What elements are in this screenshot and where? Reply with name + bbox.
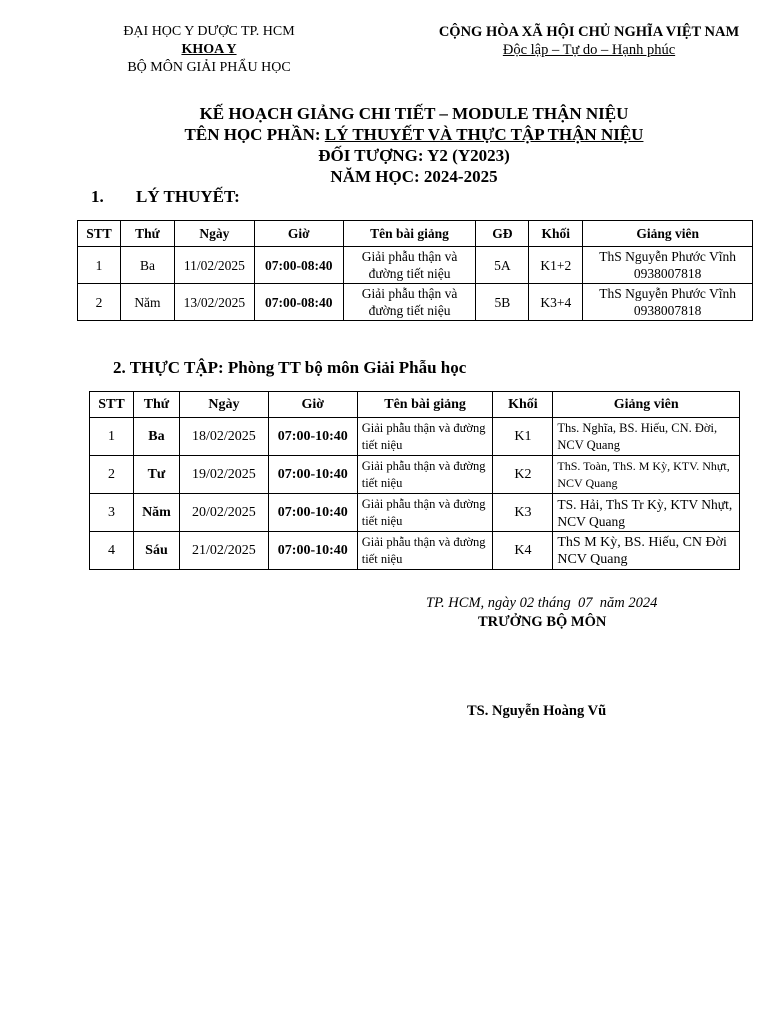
table-row	[90, 418, 740, 456]
cell-ngay: 19/02/2025	[179, 456, 268, 494]
target-audience: ĐỐI TƯỢNG: Y2 (Y2023)	[318, 146, 510, 165]
table-header-row	[78, 221, 753, 247]
plan-title: KẾ HOẠCH GIẢNG CHI TIẾT – MODULE THẬN NIỆU	[199, 104, 629, 123]
university-name: ĐẠI HỌC Y DƯỢC TP. HCM	[123, 24, 295, 39]
cell-ten: Giải phẫu thận và đường tiết niệu	[357, 494, 493, 532]
cell-gio: 07:00-10:40	[268, 532, 357, 570]
institution-block	[100, 23, 318, 77]
department-name: BỘ MÔN GIẢI PHẨU HỌC	[127, 60, 291, 75]
col-header: Giảng viên	[583, 221, 753, 247]
cell-stt: 3	[90, 494, 134, 532]
col-header: Giờ	[254, 221, 343, 247]
cell-stt: 1	[90, 418, 134, 456]
col-header: Tên bài giảng	[343, 221, 476, 247]
theory-schedule-table	[77, 220, 753, 321]
cell-gio: 07:00-10:40	[268, 494, 357, 532]
cell-thu: Sáu	[133, 532, 179, 570]
practice-schedule-table	[89, 391, 740, 570]
cell-ten: Giải phẫu thận và đường tiết niệu	[343, 284, 476, 321]
col-header: GĐ	[476, 221, 529, 247]
table-row	[78, 247, 753, 284]
col-header: Ngày	[174, 221, 254, 247]
cell-thu: Năm	[120, 284, 174, 321]
cell-ngay: 20/02/2025	[179, 494, 268, 532]
cell-stt: 2	[78, 284, 121, 321]
section1-number: 1.	[91, 187, 104, 206]
col-header: Thứ	[120, 221, 174, 247]
cell-gv: ThS Nguyễn Phước Vĩnh 0938007818	[583, 284, 753, 321]
col-header: Khối	[493, 392, 553, 418]
cell-gv: TS. Hải, ThS Tr Kỳ, KTV Nhựt, NCV Quang	[553, 494, 740, 532]
cell-ngay: 13/02/2025	[174, 284, 254, 321]
cell-stt: 2	[90, 456, 134, 494]
cell-khoi: K3+4	[529, 284, 583, 321]
cell-thu: Tư	[133, 456, 179, 494]
cell-gd: 5A	[476, 247, 529, 284]
course-title-prefix: TÊN HỌC PHẦN:	[184, 125, 325, 144]
cell-gio: 07:00-08:40	[254, 284, 343, 321]
cell-gio: 07:00-08:40	[254, 247, 343, 284]
cell-khoi: K2	[493, 456, 553, 494]
cell-thu: Ba	[120, 247, 174, 284]
section2-heading: 2. THỰC TẬP: Phòng TT bộ môn Giải Phẫu học	[113, 358, 467, 377]
cell-ten: Giải phẫu thận và đường tiết niệu	[357, 456, 493, 494]
cell-gv: ThS Nguyễn Phước Vĩnh 0938007818	[583, 247, 753, 284]
cell-ngay: 11/02/2025	[174, 247, 254, 284]
course-title	[0, 125, 768, 145]
cell-khoi: K1+2	[529, 247, 583, 284]
cell-gd: 5B	[476, 284, 529, 321]
col-header: Thứ	[133, 392, 179, 418]
col-header: Giờ	[268, 392, 357, 418]
table-row	[90, 456, 740, 494]
table-row	[90, 494, 740, 532]
col-header: Tên bài giảng	[357, 392, 493, 418]
col-header: STT	[90, 392, 134, 418]
cell-gio: 07:00-10:40	[268, 418, 357, 456]
table-row	[78, 284, 753, 321]
cell-thu: Năm	[133, 494, 179, 532]
cell-ten: Giải phẫu thận và đường tiết niệu	[357, 418, 493, 456]
col-header: Khối	[529, 221, 583, 247]
place-date: TP. HCM, ngày 02 tháng 07 năm 2024	[426, 595, 658, 611]
cell-thu: Ba	[133, 418, 179, 456]
faculty-name: KHOA Y	[181, 42, 237, 57]
cell-ten: Giải phẫu thận và đường tiết niệu	[343, 247, 476, 284]
signer-name: TS. Nguyễn Hoàng Vũ	[467, 703, 607, 719]
col-header: STT	[78, 221, 121, 247]
cell-khoi: K3	[493, 494, 553, 532]
cell-stt: 1	[78, 247, 121, 284]
cell-gv: ThS. Toàn, ThS. M Kỳ, KTV. Nhựt, NCV Quang	[553, 456, 740, 494]
cell-ngay: 21/02/2025	[179, 532, 268, 570]
col-header: Giảng viên	[553, 392, 740, 418]
cell-gio: 07:00-10:40	[268, 456, 357, 494]
cell-gv: Ths. Nghĩa, BS. Hiếu, CN. Đời, NCV Quang	[553, 418, 740, 456]
academic-year: NĂM HỌC: 2024-2025	[330, 167, 498, 186]
course-name: LÝ THUYẾT VÀ THỰC TẬP THẬN NIỆU	[324, 125, 644, 144]
cell-ngay: 18/02/2025	[179, 418, 268, 456]
table-row	[90, 532, 740, 570]
table-header-row	[90, 392, 740, 418]
national-motto-block	[425, 23, 753, 59]
cell-gv: ThS M Kỳ, BS. Hiếu, CN Đời NCV Quang	[553, 532, 740, 570]
section1-heading: LÝ THUYẾT:	[136, 187, 240, 206]
cell-khoi: K4	[493, 532, 553, 570]
cell-khoi: K1	[493, 418, 553, 456]
cell-ten: Giải phẫu thận và đường tiết niệu	[357, 532, 493, 570]
cell-stt: 4	[90, 532, 134, 570]
motto: Độc lập – Tự do – Hạnh phúc	[502, 42, 676, 58]
signer-role: TRƯỞNG BỘ MÔN	[478, 614, 607, 630]
country-name: CỘNG HÒA XÃ HỘI CHỦ NGHĨA VIỆT NAM	[438, 24, 740, 40]
col-header: Ngày	[179, 392, 268, 418]
